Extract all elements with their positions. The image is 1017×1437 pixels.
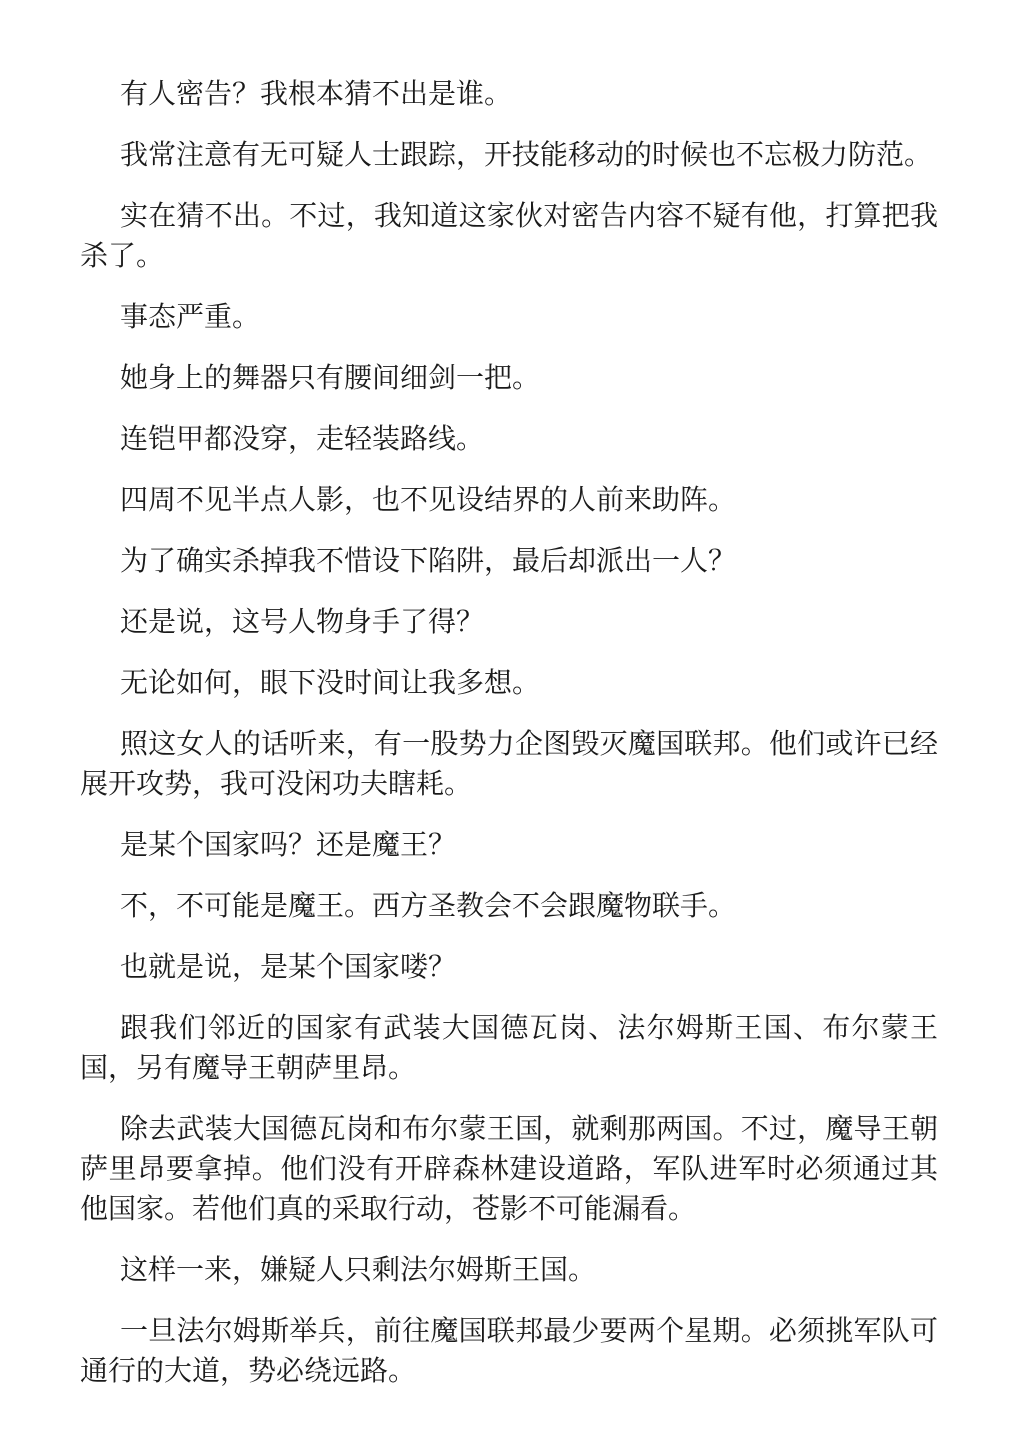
paragraph: 还是说，这号人物身手了得？ [120, 605, 485, 638]
paragraph: 她身上的舞器只有腰间细剑一把。 [120, 361, 541, 394]
paragraph: 也就是说，是某个国家喽？ [120, 950, 457, 983]
paragraph: 是某个国家吗？还是魔王？ [120, 828, 457, 861]
paragraph: 跟我们邻近的国家有武装大国德瓦岗、法尔姆斯王国、布尔蒙王国，另有魔导王朝萨里昂。 [80, 1011, 938, 1084]
paragraph: 我常注意有无可疑人士跟踪，开技能移动的时候也不忘极力防范。 [120, 138, 933, 171]
paragraph: 为了确实杀掉我不惜设下陷阱，最后却派出一人？ [120, 544, 737, 577]
paragraph: 连铠甲都没穿，走轻装路线。 [120, 422, 485, 455]
paragraph: 不，不可能是魔王。西方圣教会不会跟魔物联手。 [120, 889, 737, 922]
paragraph: 事态严重。 [120, 300, 261, 333]
paragraph: 无论如何，眼下没时间让我多想。 [120, 666, 541, 699]
paragraph: 除去武装大国德瓦岗和布尔蒙王国，就剩那两国。不过，魔导王朝萨里昂要拿掉。他们没有开辟森林建设道路，军队进军时必须通过其他国家。若他们真的采取行动，苍影不可能漏看。 [80, 1112, 938, 1225]
paragraph: 有人密告？我根本猜不出是谁。 [120, 77, 513, 110]
paragraph: 这样一来，嫌疑人只剩法尔姆斯王国。 [120, 1253, 597, 1286]
paragraph: 四周不见半点人影，也不见设结界的人前来助阵。 [120, 483, 737, 516]
paragraph: 一旦法尔姆斯举兵，前往魔国联邦最少要两个星期。必须挑军队可通行的大道，势必绕远路。 [80, 1314, 938, 1387]
body-text [80, 74, 938, 1412]
paragraph: 实在猜不出。不过，我知道这家伙对密告内容不疑有他，打算把我杀了。 [80, 199, 938, 272]
paragraph: 照这女人的话听来，有一股势力企图毁灭魔国联邦。他们或许已经展开攻势，我可没闲功夫瞎耗。 [80, 727, 938, 800]
